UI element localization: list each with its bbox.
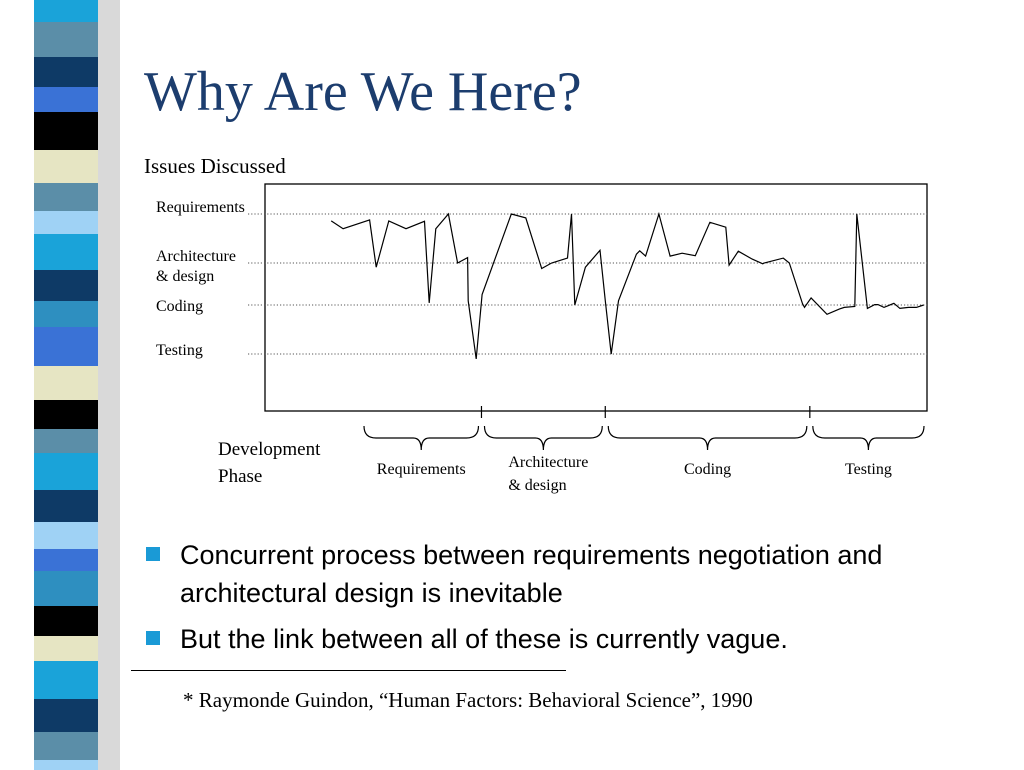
bullet-list: [146, 536, 996, 666]
chart-title: Issues Discussed: [144, 154, 286, 178]
phase-brace: [364, 426, 478, 450]
footnote-divider: [131, 670, 566, 671]
phase-label: Architecture & design: [508, 454, 589, 494]
stripe-block: [34, 760, 98, 770]
stripe-block: [34, 522, 98, 549]
bullet-item: [146, 620, 996, 658]
phase-label: Coding: [683, 461, 732, 478]
stripe-block: [34, 549, 98, 571]
stripe-block: [34, 732, 98, 760]
phase-brace: [484, 426, 602, 450]
phase-label: Testing: [844, 461, 892, 478]
bullet-text: Concurrent process between requirements negotiation and architectural design is inevitable: [180, 540, 883, 608]
phase-label: Requirements: [376, 461, 466, 478]
phase-brace: [608, 426, 807, 450]
stripe-block: [34, 571, 98, 606]
stripe-block: [34, 636, 98, 661]
plot-frame: [265, 184, 927, 411]
square-bullet-icon: [146, 631, 160, 645]
y-category-label: Coding: [156, 298, 204, 315]
square-bullet-icon: [146, 547, 160, 561]
phase-brace: [813, 426, 924, 450]
y-category-label: Testing: [156, 342, 203, 359]
y-category-label: Requirements: [156, 199, 245, 216]
bullet-item: [146, 536, 996, 612]
stripe-block: [34, 699, 98, 732]
y-category-label: Architecture & design: [156, 248, 236, 285]
series-line: [331, 214, 924, 359]
footnote: * Raymonde Guindon, “Human Factors: Behavioral Science”, 1990: [183, 688, 753, 712]
bullet-text: But the link between all of these is currently vague.: [180, 624, 788, 654]
x-axis-label: Development Phase: [218, 439, 321, 487]
stripe-block: [34, 661, 98, 699]
slide-title: Why Are We Here?: [144, 61, 582, 123]
stripe-block: [34, 606, 98, 636]
